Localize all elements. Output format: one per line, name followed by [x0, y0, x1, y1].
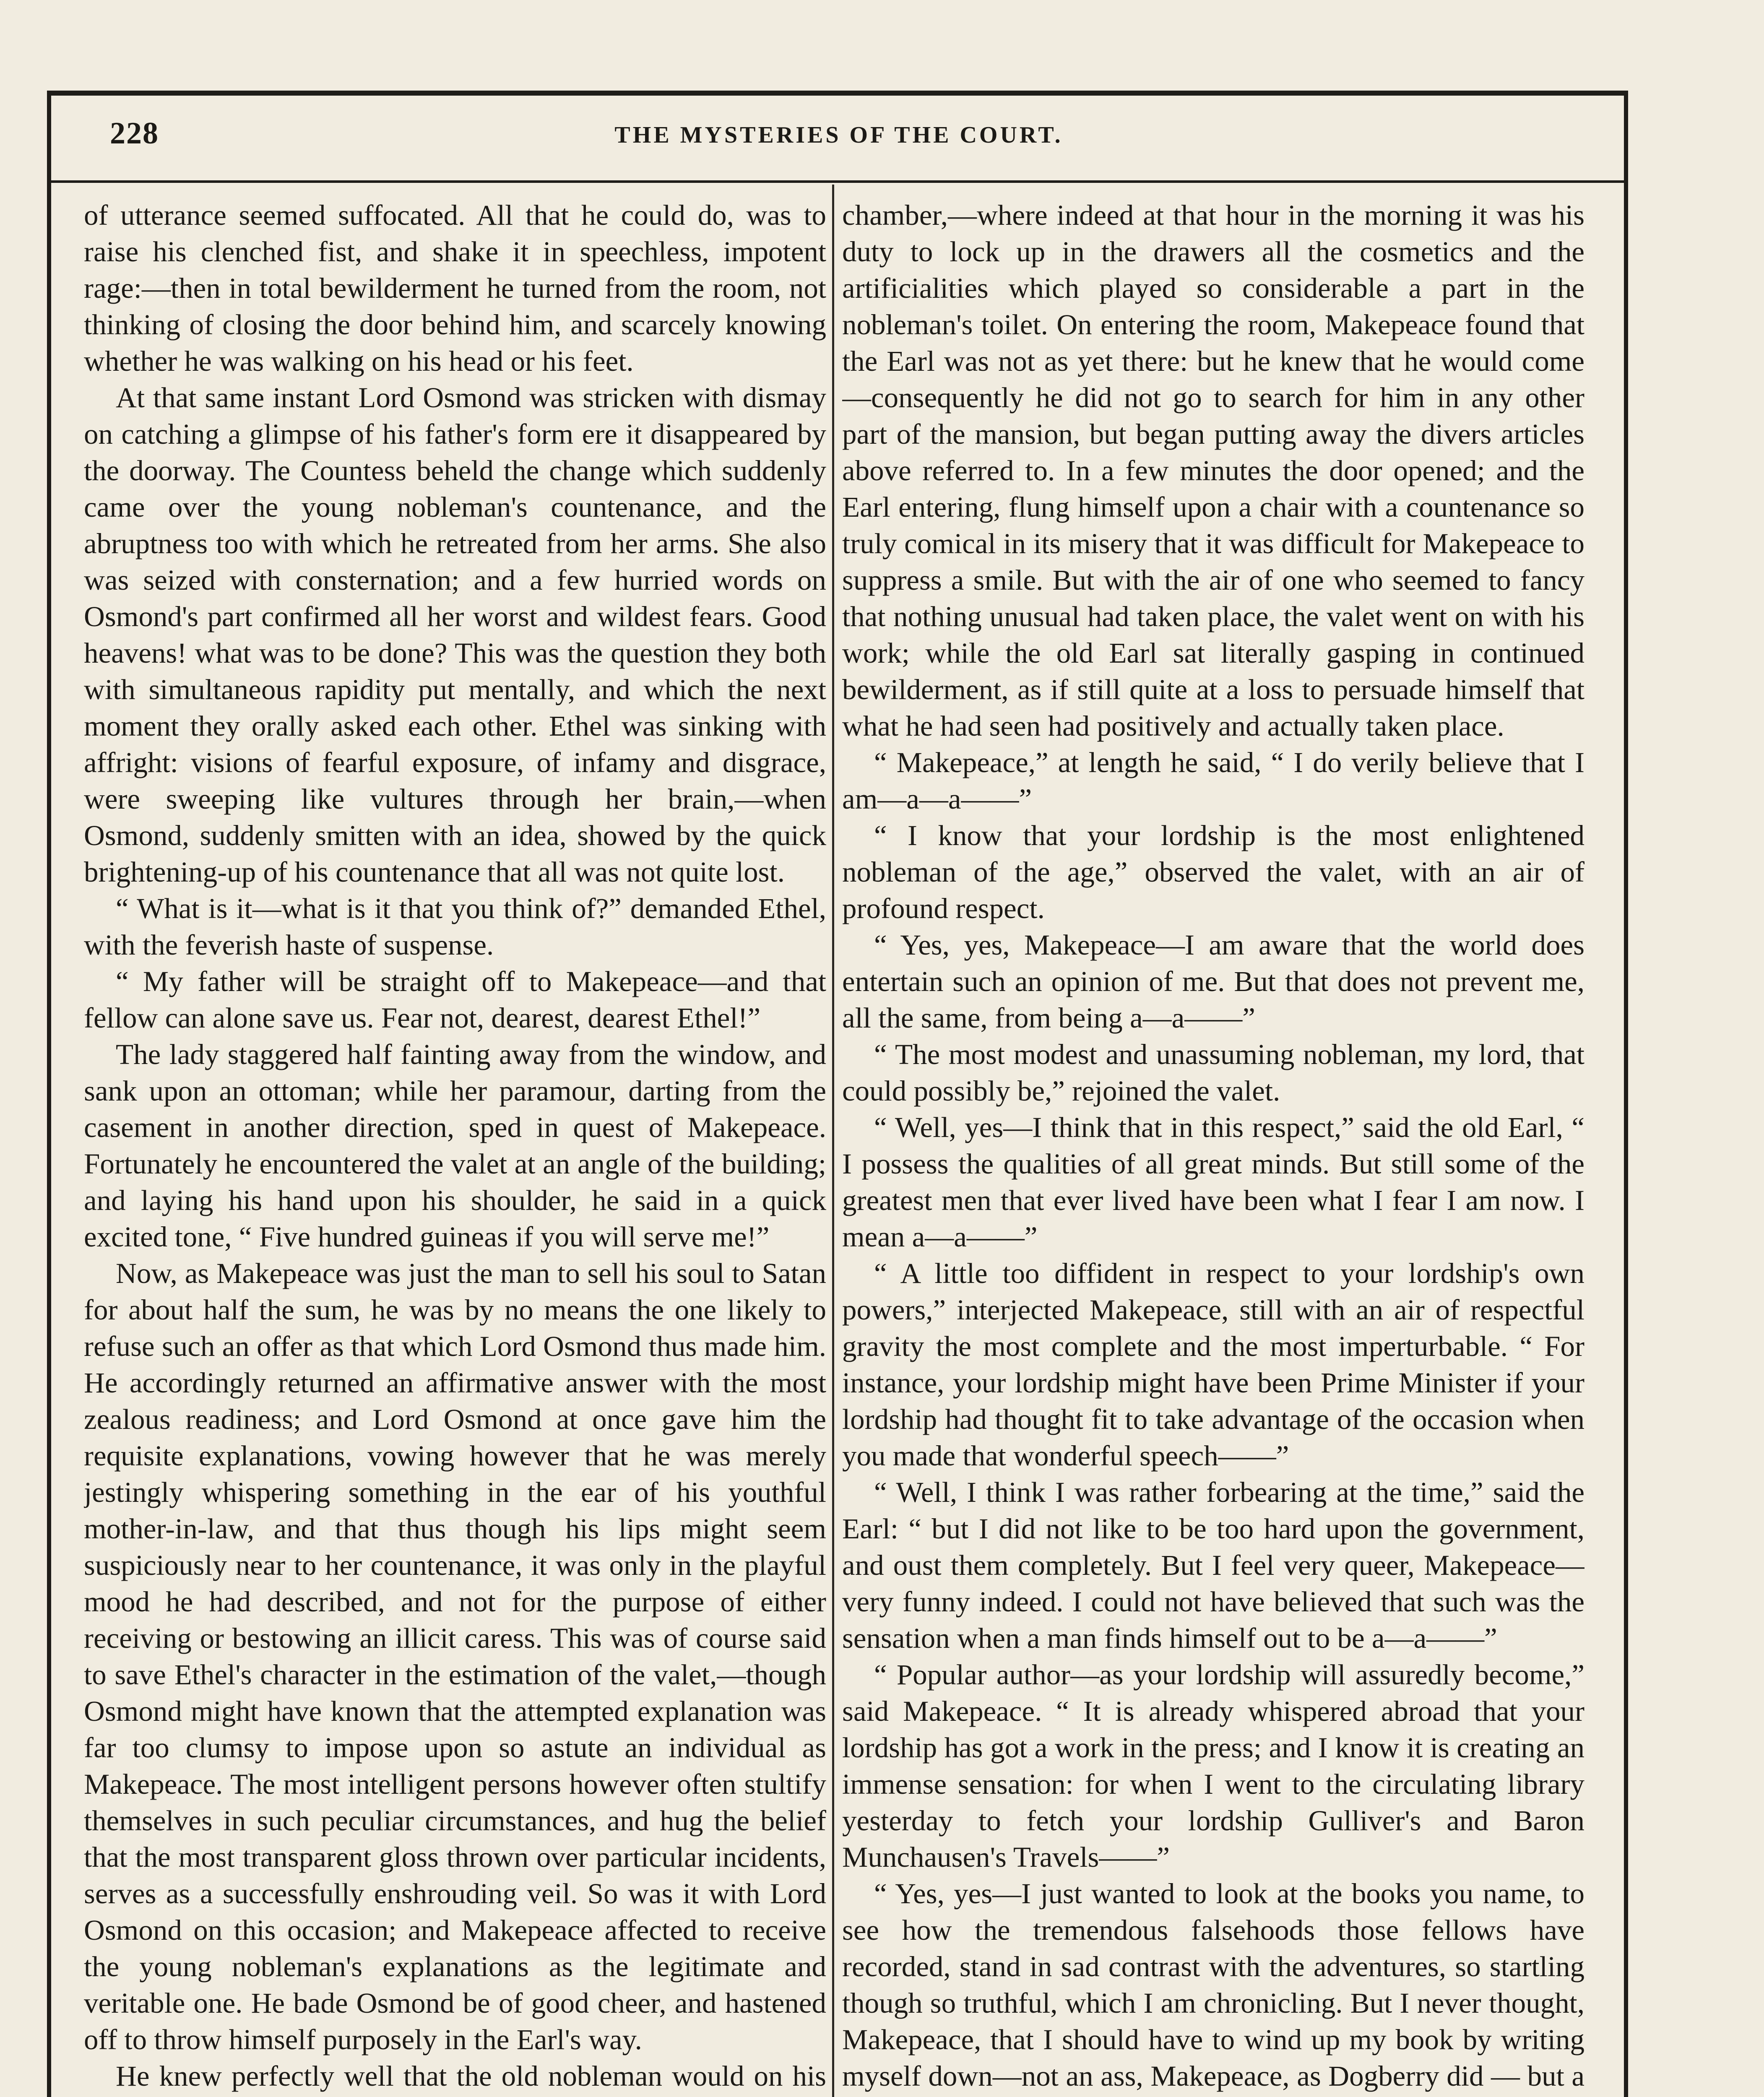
- paragraph: “ Well, yes—I think that in this respect,” said the old Earl, “ I possess the qualities of all great minds. But still some of the greatest men that ever lived have been what I fear I am now. I mean a—a——”: [842, 1111, 1584, 1253]
- paragraph: Now, as Makepeace was just the man to sell his soul to Satan for about half the sum, he was by no means the one likely to refuse such an offer as that which Lord Osmond thus made him. He accordingly returned an affirmative answer with the most zealous readiness; and Lord Osmond at once gave him the requisite explanations, vowing however that he was merely jestingly whispering something in the ear of his youthful mother-in-law, and that thus though his lips might seem suspiciously near to her countenance, it was only in the playful mood he had described, and not for the purpose of either receiving or bestowing an illicit caress. This was of course said to save Ethel's character in the estimation of the valet,—though Osmond might have known that the attempted explanation was far too clumsy to impose upon so astute an individual as Makepeace. The most intelligent persons however often stultify themselves in such peculiar circumstances, and hug the belief that the most transparent gloss thrown over particular incidents, serves as a successfully enshrouding veil. So was it with Lord Osmond on this occasion; and Makepeace affected to receive the young nobleman's explanations as the legitimate and veritable one. He bade Osmond be of good cheer, and hastened off to throw himself purposely in the Earl's way.: [84, 1257, 826, 2055]
- left-column: [84, 197, 826, 2097]
- paragraph: “ Yes, yes, Makepeace—I am aware that the world does entertain such an opinion of me. But that does not prevent me, all the same, from being a—a——”: [842, 929, 1584, 1034]
- running-head: THE MYSTERIES OF THE COURT.: [614, 122, 1063, 148]
- paragraph: of utterance seemed suffocated. All that he could do, was to raise his clenched fist, and shake it in speechless, impotent rage:—then in total bewilderment he turned from the room, not thinking of closing the door behind him, and scarcely knowing whether he was walking on his head or his feet.: [84, 199, 826, 377]
- page-number: 228: [110, 116, 159, 151]
- right-border-rule: [1624, 91, 1628, 2097]
- paragraph: “ The most modest and unassuming nobleman, my lord, that could possibly be,” rejoined the valet.: [842, 1038, 1584, 1107]
- paragraph: “ My father will be straight off to Makepeace—and that fellow can alone save us. Fear not, dearest, dearest Ethel!”: [84, 965, 826, 1034]
- paragraph: “ Well, I think I was rather forbearing at the time,” said the Earl: “ but I did not like to be too hard upon the government, and oust them completely. But I feel very queer, Makepeace—very funny indeed. I could not have believed that such was the sensation when a man finds himself out to be a—a——”: [842, 1476, 1584, 1654]
- paragraph: “ Yes, yes—I just wanted to look at the books you name, to see how the tremendous falsehoods those fellows have recorded, stand in sad contrast with the adventures, so startling though so truthful, which I am chronicling. But I never thought, Makepeace, that I should have to wind up my book by writing myself down—not an ass, Makepeace, as Dogberry did — but a: [842, 1878, 1584, 2092]
- paragraph: At that same instant Lord Osmond was stricken with dismay on catching a glimpse of his father's form ere it disappeared by the doorway. The Countess beheld the change which suddenly came over the young nobleman's countenance, and the abruptness too with which he retreated from her arms. She also was seized with consternation; and a few hurried words on Osmond's part confirmed all her worst and wildest fears. Good heavens! what was to be done? This was the question they both with simultaneous rapidity put mentally, and which the next moment they orally asked each other. Ethel was sinking with affright: visions of fearful exposure, of infamy and disgrace, were sweeping like vultures through her brain,—when Osmond, suddenly smitten with an idea, showed by the quick brightening-up of his countenance that all was not quite lost.: [84, 382, 826, 888]
- page-header: [80, 110, 1598, 160]
- paragraph: The lady staggered half fainting away from the window, and sank upon an ottoman; while her paramour, darting from the casement in another direction, sped in quest of Makepeace. Fortunately he encountered the valet at an angle of the building; and laying his hand upon his shoulder, he said in a quick excited tone, “ Five hundred guineas if you will serve me!”: [84, 1038, 826, 1253]
- paragraph: “ Popular author—as your lordship will assuredly become,” said Makepeace. “ It is already whispered abroad that your lordship has got a work in the press; and I know it is creating an immense sensation: for when I went to the circulating library yesterday to fetch your lordship Gulliver's and Baron Munchausen's Travels——”: [842, 1659, 1584, 1873]
- right-column: [842, 197, 1584, 2097]
- header-rule: [47, 180, 1628, 183]
- top-border-rule: [47, 91, 1628, 96]
- left-border-rule: [47, 91, 51, 2097]
- paragraph: “ A little too diffident in respect to your lordship's own powers,” interjected Makepeace, still with an air of respectful gravity the most complete and the most imperturbable. “ For instance, your lordship might have been Prime Minister if your lordship had thought fit to take advantage of the occasion when you made that wonderful speech——”: [842, 1257, 1584, 1472]
- paragraph: “ What is it—what is it that you think of?” demanded Ethel, with the feverish haste of suspense.: [84, 892, 826, 961]
- paragraph: “ Makepeace,” at length he said, “ I do verily believe that I am—a—a——”: [842, 747, 1584, 815]
- paragraph: chamber,—where indeed at that hour in the morning it was his duty to lock up in the drawers all the cosmetics and the artificialities which played so considerable a part in the nobleman's toilet. On entering the room, Makepeace found that the Earl was not as yet there: but he knew that he would come—consequently he did not go to search for him in any other part of the mansion, but began putting away the divers articles above referred to. In a few minutes the door opened; and the Earl entering, flung himself upon a chair with a countenance so truly comical in its misery that it was difficult for Makepeace to suppress a smile. But with the air of one who seemed to fancy that nothing unusual had taken place, the valet went on with his work; while the old Earl sat literally gasping in continued bewilderment, as if still quite at a loss to persuade himself that what he had seen had positively and actually taken place.: [842, 199, 1584, 742]
- paragraph: He knew perfectly well that the old nobleman would on his: [116, 2060, 826, 2092]
- paragraph: “ I know that your lordship is the most enlightened nobleman of the age,” observed the valet, with an air of profound respect.: [842, 820, 1584, 924]
- column-divider: [832, 185, 834, 2097]
